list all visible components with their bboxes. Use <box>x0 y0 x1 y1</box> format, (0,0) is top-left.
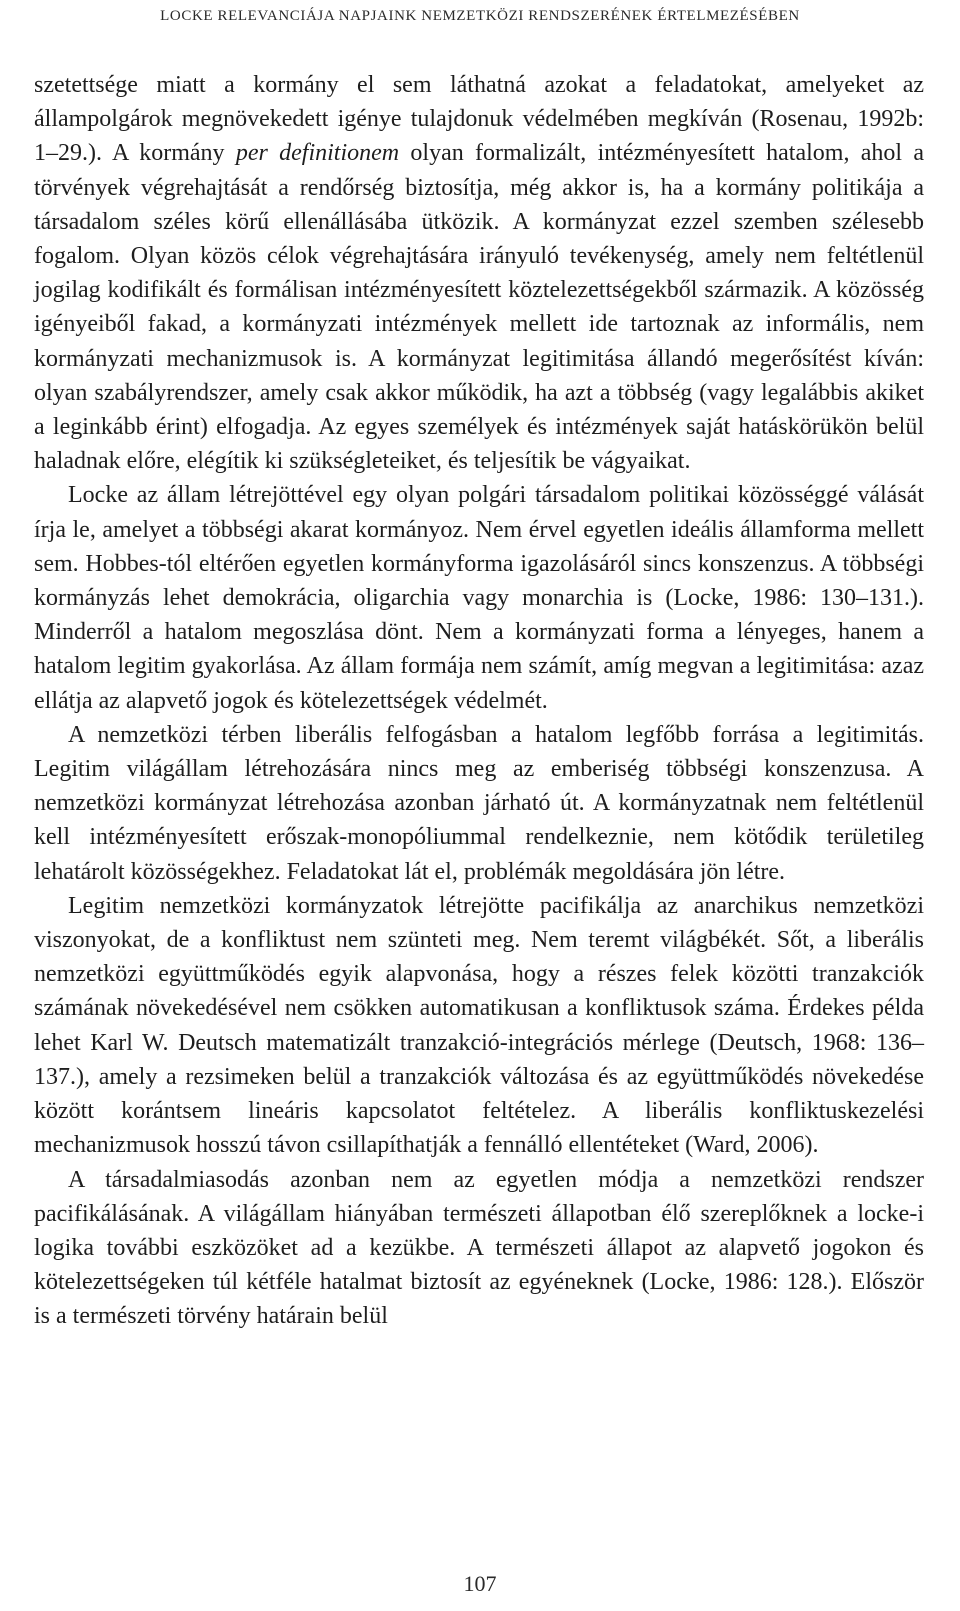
paragraph-3: A nemzetközi térben liberális felfogásban a hatalom legfőbb forrása a legitimitás. Legitim világállam létrehozására nincs meg az emberiség többségi konszenzusa. A nemzetközi kormányzat létrehozása azonban járható út. A kormányzatnak nem feltétlenül kell intézményesített erőszak-monopóliummal rendelkeznie, nem kötődik területileg lehatárolt közösségekhez. Feladatokat lát el, problémák megoldására jön létre. <box>34 721 924 885</box>
paragraph-4: Legitim nemzetközi kormányzatok létrejötte pacifikálja az anarchikus nemzetközi viszonyokat, de a konfliktust nem szünteti meg. Nem teremt világbékét. Sőt, a liberális nemzetközi együttműködés egyik alapvonása, hogy a részes felek közötti tranzakciók számának növekedésével nem csökken automatikusan a konfliktusok száma. Érdekes példa lehet Karl W. Deutsch matematizált tranzakció-integrációs mérlege (Deutsch, 1968: 136–137.), amely a rezsimeken belül a tranzakciók változása és az együttműködés növekedése között korántsem lineáris kapcsolatot feltételez. A liberális konfliktuskezelési mechanizmusok hosszú távon csillapíthatják a fennálló ellentéteket (Ward, 2006). <box>34 892 924 1159</box>
running-header: LOCKE RELEVANCIÁJA NAPJAINK NEMZETKÖZI RENDSZERÉNEK ÉRTELMEZÉSÉBEN <box>160 8 800 24</box>
paragraph-1-part-1: szetettsége miatt a kormány el sem láthatná azokat a feladatokat, amelyeket az állampolgárok megnövekedett igénye tulajdonuk védelmében megkíván (Rosenau, 1992b: 1–29.). A kormány <box>34 72 924 167</box>
paragraph-1 <box>34 68 924 478</box>
paragraph-5: A társadalmiasodás azonban nem az egyetlen módja a nemzetközi rendszer pacifikálásának. A világállam hiányában természeti állapotban élő szereplőknek a locke-i logika további eszközöket ad a kezükbe. A természeti állapot az alapvető jogokon és kötelezettségeken túl kétféle hatalmat biztosít az egyéneknek (Locke, 1986: 128.). Először is a természeti törvény határain belül <box>34 1166 924 1330</box>
latin-term: per definitionem <box>235 140 400 167</box>
body-text <box>34 68 924 1334</box>
paragraph-1-part-2: olyan formalizált, intézményesített hatalom, ahol a törvények végrehajtását a rendőrség biztosítja, még akkor is, ha a kormány politikája a társadalom széles körű ellenállásába ütközik. A kormányzat ezzel szemben szélesebb fogalom. Olyan közös célok végrehajtására irányuló tevékenység, amely nem feltétlenül jogilag kodifikált és formálisan intézményesített köztelezettségekből származik. A közösség igényeiből fakad, a kormányzati intézmények mellett ide tartoznak az informális, nem kormányzati mechanizmusok is. A kormányzat legitimitása állandó megerősítést kíván: olyan szabályrendszer, amely csak akkor működik, ha azt a többség (vagy legalábbis akiket a leginkább érint) elfogadja. Az egyes személyek és intézmények saját hatáskörükön belül haladnak előre, elégítik ki szükségleteiket, és teljesítik be vágyaikat. <box>34 140 925 475</box>
page-number: 107 <box>463 1571 497 1596</box>
paragraph-2: Locke az állam létrejöttével egy olyan polgári társadalom politikai közösséggé válását írja le, amelyet a többségi akarat kormányoz. Nem érvel egyetlen ideális államforma mellett sem. Hobbes-tól eltérően egyetlen kormányforma igazolásáról sincs konszenzus. A többségi kormányzás lehet demokrácia, oligarchia vagy monarchia is (Locke, 1986: 130–131.). Minderről a hatalom megoszlása dönt. Nem a kormányzati forma a lényeges, hanem a hatalom legitim gyakorlása. Az állam formája nem számít, amíg megvan a legitimitása: azaz ellátja az alapvető jogok és kötelezettségek védelmét. <box>34 482 924 714</box>
